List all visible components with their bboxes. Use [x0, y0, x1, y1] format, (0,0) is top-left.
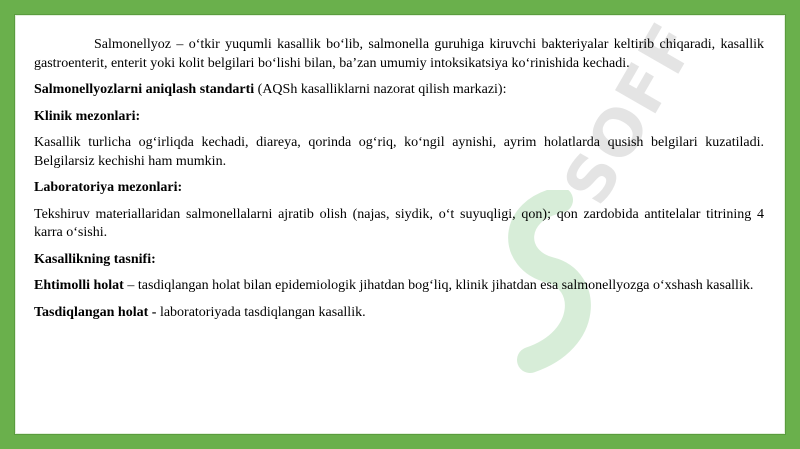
confirmed-case-label: Tasdiqlangan holat - — [34, 304, 157, 320]
classification-heading — [34, 251, 764, 270]
laboratory-heading — [34, 179, 764, 198]
standard-note: (AQSh kasalliklarni nazorat qilish markazi): — [254, 82, 507, 97]
probable-case-label: Ehtimolli holat — [34, 278, 124, 293]
probable-case-paragraph — [34, 277, 764, 296]
clinical-paragraph: Kasallik turlicha og‘irliqda kechadi, diareya, qorinda og‘riq, ko‘ngil aynishi, ayrim holatlarda qusish belgilari kuzatiladi. Belgilarsiz kechishi ham mumkin. — [34, 135, 764, 169]
laboratory-paragraph: Tekshiruv materiallaridan salmonellalarni ajratib olish (najas, siydik, o‘t suyuqligi, qon); qon zardobida antitelalar titrining 4 karra o‘sishi. — [34, 206, 764, 240]
classification-heading-text: Kasallikning tasnifi: — [34, 251, 156, 267]
standard-heading: Salmonellyozlarni aniqlash standarti — [34, 82, 255, 97]
clinical-heading — [34, 108, 764, 127]
laboratory-heading-text: Laboratoriya mezonlari: — [34, 180, 183, 195]
watermark-text: SOFF — [550, 10, 713, 218]
intro-paragraph: Salmonellyoz – o‘tkir yuqumli kasallik bo‘lib, salmonella guruhiga kiruvchi bakteriyalar keltirib chiqaradi, kasallik gastroenterit, enterit yoki kolit belgilari bo‘lishi bilan, ba’zan umumiy intoksikatsiya ko‘rinishida kechadi. — [34, 37, 764, 71]
document-body — [34, 36, 764, 330]
probable-case-text: – tasdiqlangan holat bilan epidemiologik jihatdan bog‘liq, klinik jihatdan esa salmonellyozga o‘xshash kasallik. — [123, 278, 754, 293]
clinical-heading-text: Klinik mezonlari: — [34, 108, 141, 124]
confirmed-case-paragraph — [34, 304, 764, 323]
standard-paragraph — [34, 81, 764, 100]
confirmed-case-text: laboratoriyada tasdiqlangan kasallik. — [156, 304, 366, 320]
